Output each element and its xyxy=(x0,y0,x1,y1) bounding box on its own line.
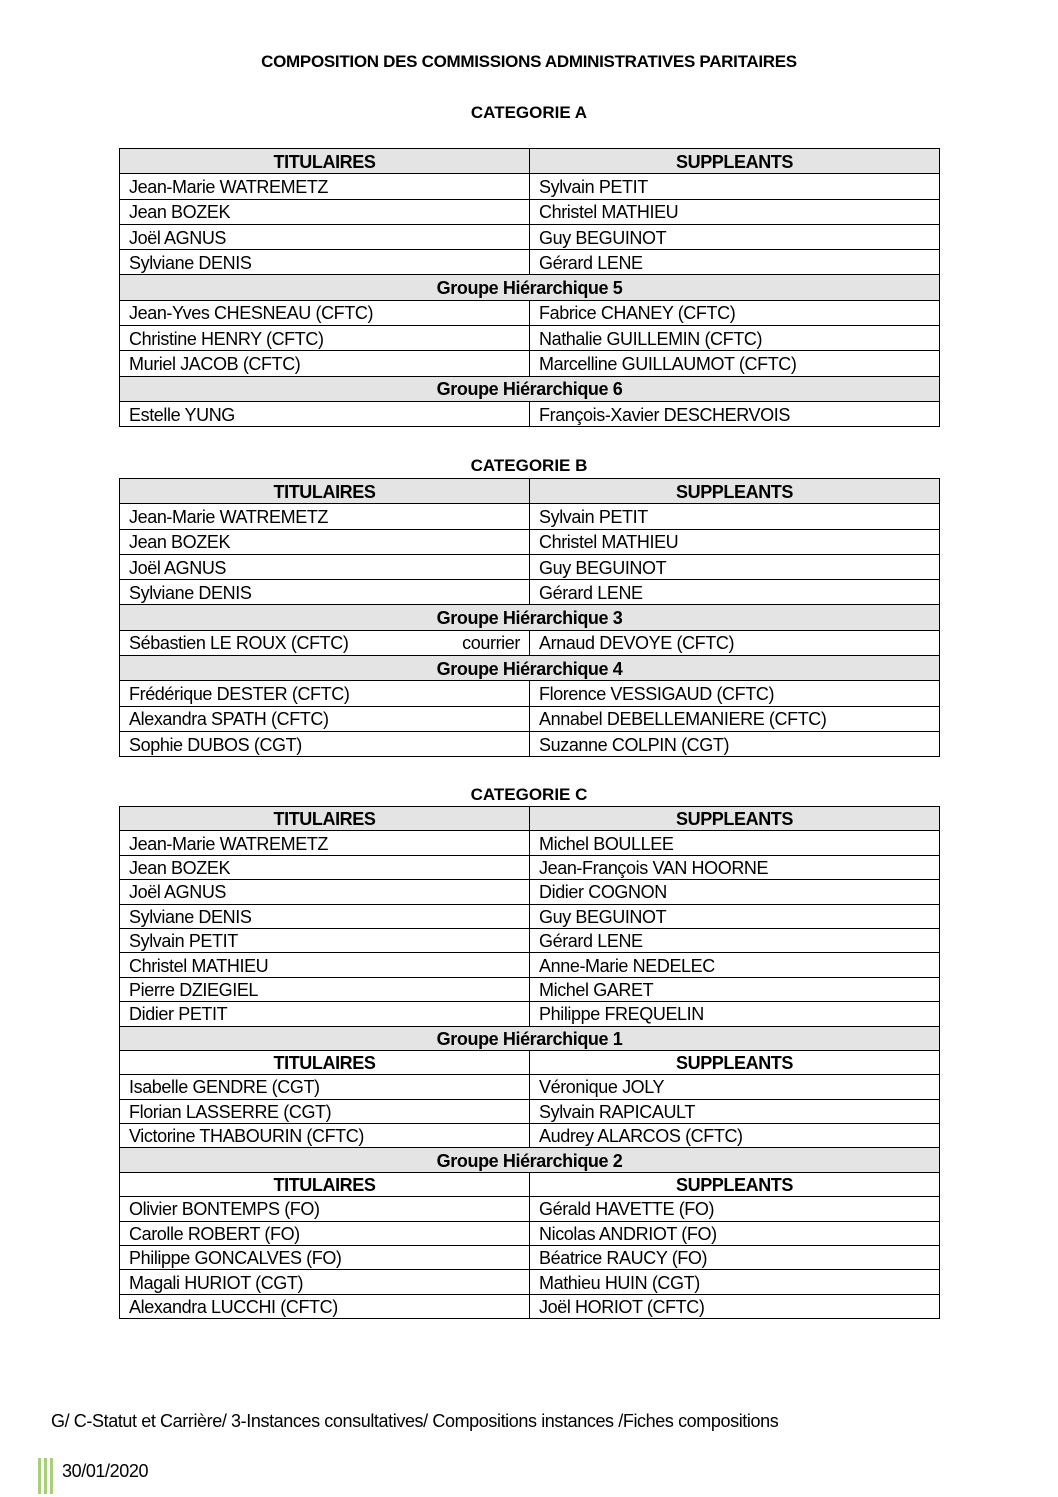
table-row xyxy=(120,199,940,224)
footer-accent-bars xyxy=(38,1458,54,1494)
titulaire-cell: Jean BOZEK xyxy=(120,855,530,879)
table-row xyxy=(120,928,940,952)
suppleant-cell: Guy BEGUINOT xyxy=(530,224,940,249)
group-header-row xyxy=(120,1148,940,1172)
table-row xyxy=(120,300,940,325)
table-row xyxy=(120,681,940,706)
titulaire-cell: Jean-Marie WATREMETZ xyxy=(120,174,530,199)
subheader-titulaires: TITULAIRES xyxy=(120,1172,530,1196)
suppleant-cell: Sylvain RAPICAULT xyxy=(530,1099,940,1123)
table-row xyxy=(120,1099,940,1123)
suppleant-cell: Gérald HAVETTE (FO) xyxy=(530,1197,940,1221)
suppleant-cell: Didier COGNON xyxy=(530,880,940,904)
titulaire-cell xyxy=(120,630,530,655)
accent-bar xyxy=(44,1458,47,1494)
table-row xyxy=(120,580,940,605)
suppleant-cell: Philippe FREQUELIN xyxy=(530,1002,940,1026)
suppleant-cell: Gérard LENE xyxy=(530,928,940,952)
header-suppleants: SUPPLEANTS xyxy=(530,807,940,831)
suppleant-cell: Christel MATHIEU xyxy=(530,529,940,554)
document-title: COMPOSITION DES COMMISSIONS ADMINISTRATIVES PARITAIRES xyxy=(261,52,797,71)
table-row xyxy=(120,831,940,855)
suppleant-cell: Marcelline GUILLAUMOT (CFTC) xyxy=(530,351,940,376)
suppleant-cell: Sylvain PETIT xyxy=(530,174,940,199)
table-row xyxy=(120,224,940,249)
group-header-row xyxy=(120,656,940,681)
footer-file-path: G/ C-Statut et Carrière/ 3-Instances consultatives/ Compositions instances /Fiches compositions xyxy=(51,1411,779,1431)
titulaire-cell: Victorine THABOURIN (CFTC) xyxy=(120,1124,530,1148)
group-label: Groupe Hiérarchique 2 xyxy=(120,1148,940,1172)
category-c-title: CATEGORIE C xyxy=(470,785,588,804)
table-row xyxy=(120,1075,940,1099)
group-label: Groupe Hiérarchique 6 xyxy=(120,376,940,401)
table-row xyxy=(120,401,940,426)
group-header-row xyxy=(120,605,940,630)
table-header-row xyxy=(120,479,940,504)
table-row xyxy=(120,1221,940,1245)
titulaire-name: Sébastien LE ROUX (CFTC) xyxy=(129,633,349,654)
table-row xyxy=(120,1197,940,1221)
table-row xyxy=(120,880,940,904)
table-row xyxy=(120,529,940,554)
table-row xyxy=(120,1270,940,1294)
table-row xyxy=(120,706,940,731)
table-row xyxy=(120,351,940,376)
header-titulaires: TITULAIRES xyxy=(120,149,530,174)
header-suppleants: SUPPLEANTS xyxy=(530,479,940,504)
suppleant-cell: Béatrice RAUCY (FO) xyxy=(530,1246,940,1270)
header-suppleants: SUPPLEANTS xyxy=(530,149,940,174)
accent-bar xyxy=(38,1458,41,1494)
titulaire-cell: Sylvain PETIT xyxy=(120,928,530,952)
titulaire-cell: Sylviane DENIS xyxy=(120,250,530,275)
subheader-suppleants: SUPPLEANTS xyxy=(530,1050,940,1074)
suppleant-cell: Suzanne COLPIN (CGT) xyxy=(530,731,940,756)
titulaire-cell: Sylviane DENIS xyxy=(120,580,530,605)
titulaire-cell: Magali HURIOT (CGT) xyxy=(120,1270,530,1294)
group-subheader-row xyxy=(120,1172,940,1196)
category-a-title: CATEGORIE A xyxy=(470,103,588,122)
titulaire-cell: Olivier BONTEMPS (FO) xyxy=(120,1197,530,1221)
table-header-row xyxy=(120,807,940,831)
table-row xyxy=(120,250,940,275)
suppleant-cell: Joël HORIOT (CFTC) xyxy=(530,1294,940,1318)
titulaire-cell: Sylviane DENIS xyxy=(120,904,530,928)
titulaire-cell: Estelle YUNG xyxy=(120,401,530,426)
titulaire-cell: Florian LASSERRE (CGT) xyxy=(120,1099,530,1123)
subheader-suppleants: SUPPLEANTS xyxy=(530,1172,940,1196)
titulaire-cell: Jean-Marie WATREMETZ xyxy=(120,831,530,855)
category-a-table xyxy=(119,148,940,427)
category-b-title: CATEGORIE B xyxy=(470,456,588,475)
suppleant-cell: Sylvain PETIT xyxy=(530,504,940,529)
table-row xyxy=(120,731,940,756)
suppleant-cell: Jean-François VAN HOORNE xyxy=(530,855,940,879)
table-row xyxy=(120,554,940,579)
titulaire-cell: Frédérique DESTER (CFTC) xyxy=(120,681,530,706)
titulaire-cell: Pierre DZIEGIEL xyxy=(120,977,530,1001)
titulaire-cell: Joël AGNUS xyxy=(120,224,530,249)
accent-bar xyxy=(50,1458,53,1494)
titulaire-cell: Jean BOZEK xyxy=(120,199,530,224)
group-header-row xyxy=(120,376,940,401)
suppleant-cell: Michel GARET xyxy=(530,977,940,1001)
table-row xyxy=(120,953,940,977)
courrier-note: courrier xyxy=(462,633,520,654)
table-row xyxy=(120,630,940,655)
suppleant-cell: Michel BOULLEE xyxy=(530,831,940,855)
titulaire-cell: Sophie DUBOS (CGT) xyxy=(120,731,530,756)
suppleant-cell: Florence VESSIGAUD (CFTC) xyxy=(530,681,940,706)
table-row xyxy=(120,1124,940,1148)
suppleant-cell: Arnaud DEVOYE (CFTC) xyxy=(530,630,940,655)
header-titulaires: TITULAIRES xyxy=(120,479,530,504)
header-titulaires: TITULAIRES xyxy=(120,807,530,831)
suppleant-cell: Audrey ALARCOS (CFTC) xyxy=(530,1124,940,1148)
group-label: Groupe Hiérarchique 1 xyxy=(120,1026,940,1050)
suppleant-cell: Gérard LENE xyxy=(530,580,940,605)
table-row xyxy=(120,977,940,1001)
suppleant-cell: Nathalie GUILLEMIN (CFTC) xyxy=(530,326,940,351)
suppleant-cell: Anne-Marie NEDELEC xyxy=(530,953,940,977)
group-label: Groupe Hiérarchique 3 xyxy=(120,605,940,630)
titulaire-cell: Christine HENRY (CFTC) xyxy=(120,326,530,351)
table-row xyxy=(120,855,940,879)
titulaire-cell: Jean-Yves CHESNEAU (CFTC) xyxy=(120,300,530,325)
group-header-row xyxy=(120,1026,940,1050)
titulaire-cell: Isabelle GENDRE (CGT) xyxy=(120,1075,530,1099)
group-header-row xyxy=(120,275,940,300)
table-row xyxy=(120,1002,940,1026)
suppleant-cell: Christel MATHIEU xyxy=(530,199,940,224)
titulaire-cell: Joël AGNUS xyxy=(120,880,530,904)
suppleant-cell: Guy BEGUINOT xyxy=(530,554,940,579)
titulaire-cell: Christel MATHIEU xyxy=(120,953,530,977)
suppleant-cell: Annabel DEBELLEMANIERE (CFTC) xyxy=(530,706,940,731)
suppleant-cell: François-Xavier DESCHERVOIS xyxy=(530,401,940,426)
table-header-row xyxy=(120,149,940,174)
titulaire-cell: Didier PETIT xyxy=(120,1002,530,1026)
table-row xyxy=(120,174,940,199)
titulaire-cell: Alexandra LUCCHI (CFTC) xyxy=(120,1294,530,1318)
suppleant-cell: Fabrice CHANEY (CFTC) xyxy=(530,300,940,325)
suppleant-cell: Gérard LENE xyxy=(530,250,940,275)
group-label: Groupe Hiérarchique 5 xyxy=(120,275,940,300)
titulaire-cell: Jean BOZEK xyxy=(120,529,530,554)
titulaire-cell: Muriel JACOB (CFTC) xyxy=(120,351,530,376)
suppleant-cell: Nicolas ANDRIOT (FO) xyxy=(530,1221,940,1245)
titulaire-cell: Philippe GONCALVES (FO) xyxy=(120,1246,530,1270)
table-row xyxy=(120,1246,940,1270)
titulaire-cell: Alexandra SPATH (CFTC) xyxy=(120,706,530,731)
footer-date: 30/01/2020 xyxy=(62,1461,149,1481)
table-row xyxy=(120,1294,940,1318)
category-b-table xyxy=(119,478,940,757)
subheader-titulaires: TITULAIRES xyxy=(120,1050,530,1074)
suppleant-cell: Guy BEGUINOT xyxy=(530,904,940,928)
table-row xyxy=(120,904,940,928)
suppleant-cell: Mathieu HUIN (CGT) xyxy=(530,1270,940,1294)
table-row xyxy=(120,504,940,529)
group-subheader-row xyxy=(120,1050,940,1074)
titulaire-cell: Joël AGNUS xyxy=(120,554,530,579)
suppleant-cell: Véronique JOLY xyxy=(530,1075,940,1099)
category-c-table xyxy=(119,806,940,1319)
group-label: Groupe Hiérarchique 4 xyxy=(120,656,940,681)
titulaire-cell: Jean-Marie WATREMETZ xyxy=(120,504,530,529)
titulaire-cell: Carolle ROBERT (FO) xyxy=(120,1221,530,1245)
table-row xyxy=(120,326,940,351)
